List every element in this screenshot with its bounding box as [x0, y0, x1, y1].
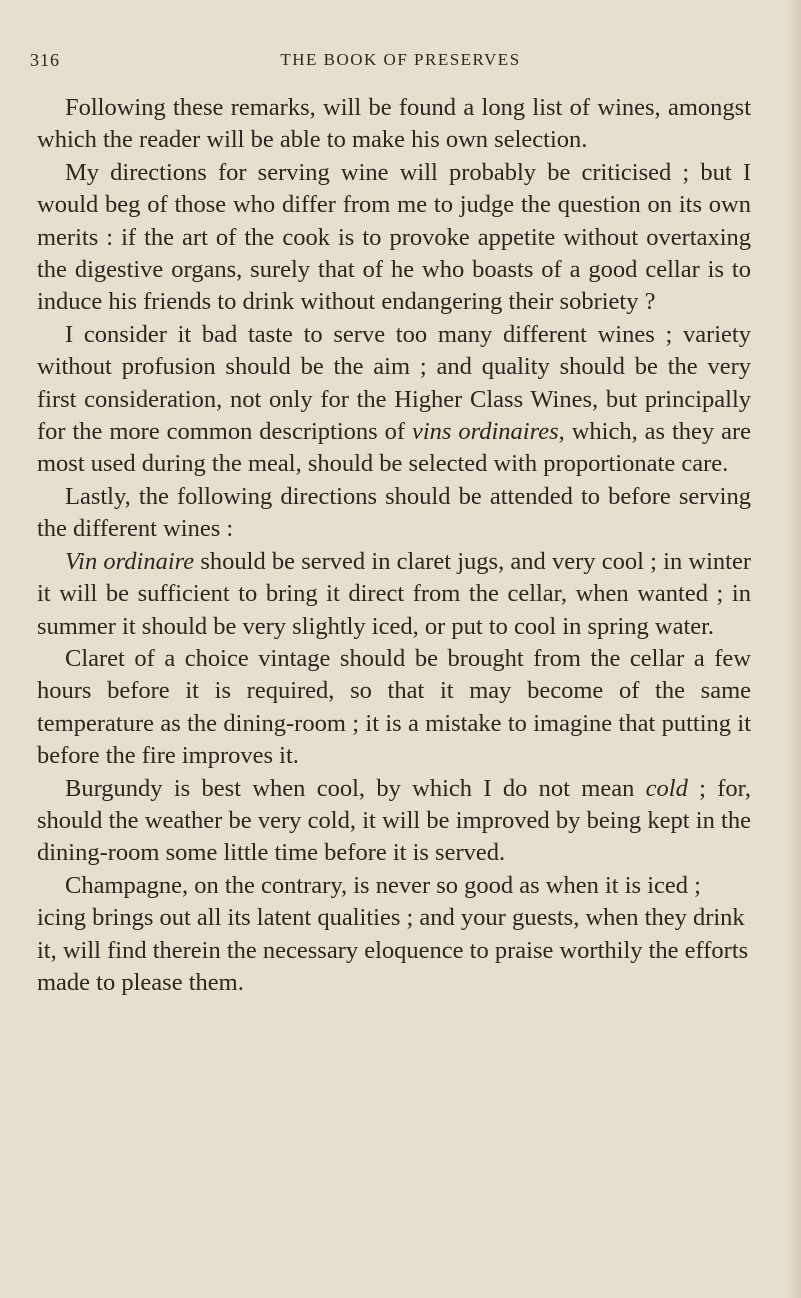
- paragraph: [37, 546, 751, 643]
- text-run: Claret of a choice vintage should be brought from the cellar a few hours before it is required, so that it may become of the same temperature as the dining-room ; it is a mistake to imagine that putting it before the fire improves it.: [37, 644, 751, 770]
- text-run: Burgundy is best when cool, by which I do not mean: [65, 774, 646, 802]
- paragraph: [37, 643, 751, 773]
- body-text: [37, 92, 751, 999]
- italic-text: cold: [645, 774, 688, 802]
- page-edge: [787, 0, 801, 1298]
- text-run: , which, as they are most used during the meal, should be selected with proportionate care.: [37, 418, 751, 478]
- text-run: should be served in claret jugs, and very cool ; in winter it will be sufficient to bring it direct from the cellar, when wanted ; in summer it should be very slightly iced, or put to cool in spring water.: [37, 547, 751, 640]
- italic-text: Vin ordinaire: [65, 547, 195, 575]
- paragraph: [37, 319, 751, 481]
- paragraph: [37, 481, 751, 546]
- paragraph: [37, 870, 751, 1000]
- paragraph: [37, 157, 751, 319]
- page-header: [0, 50, 801, 76]
- page-number: 316: [30, 50, 60, 70]
- text-run: My directions for serving wine will probably be criticised ; but I would beg of those who differ from me to judge the question on its own merits : if the art of the cook is to provoke appetite without overtaxing the digestive organs, surely that of he who boasts of a good cellar is to induce his friends to drink without endangering their sobriety ?: [37, 158, 751, 316]
- text-run: ; for, should the weather be very cold, it will be improved by being kept in the dining-room some little time before it is served.: [37, 774, 751, 867]
- text-run: I consider it bad taste to serve too many different wines ; variety without profusion should be the aim ; and quality should be the very first consideration, not only for the Higher Class Wines, but principally for the more common descriptions of: [37, 320, 751, 446]
- paragraph: [37, 92, 751, 157]
- text-run: Champagne, on the contrary, is never so good as when it is iced ; icing brings out all its latent qualities ; and your guests, when they drink it, will find therein the necessary eloquence to praise worthily the efforts made to please them.: [37, 871, 749, 996]
- running-head: THE BOOK OF PRESERVES: [280, 50, 521, 69]
- italic-text: vins ordinaires: [411, 418, 559, 446]
- text-run: Following these remarks, will be found a long list of wines, amongst which the reader will be able to make his own selection.: [37, 94, 751, 154]
- text-run: Lastly, the following directions should be attended to before serving the different wines :: [37, 482, 751, 543]
- paragraph: [37, 773, 751, 870]
